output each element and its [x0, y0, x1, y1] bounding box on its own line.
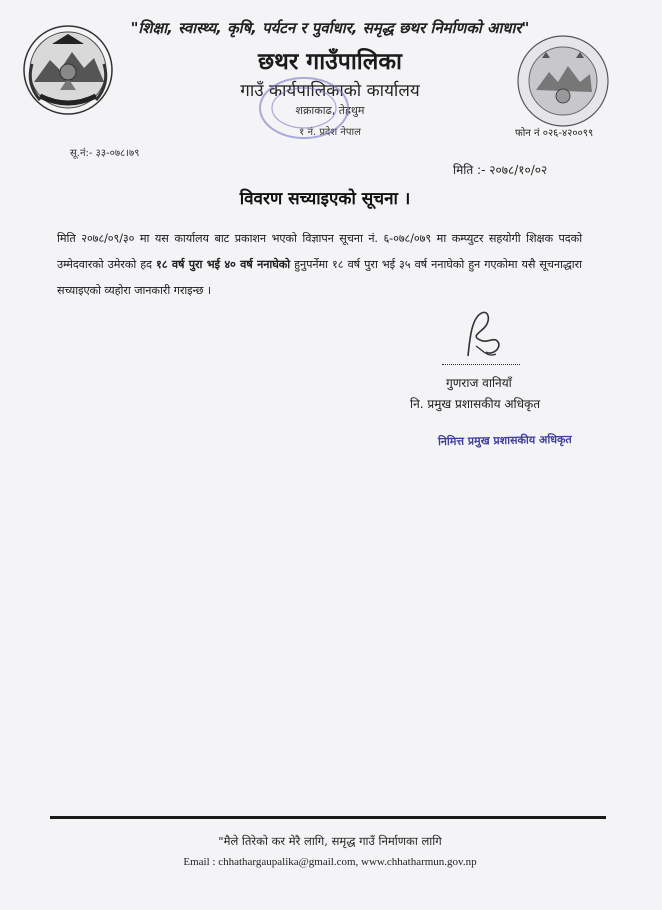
issue-date: मिति :- २०७८/१०/०२	[453, 163, 548, 177]
office-address: शक्राकाढ, तेह्रथुम	[295, 104, 365, 117]
footer-divider	[50, 816, 606, 819]
notice-title: विवरण सच्याइएको सूचना ।	[239, 189, 411, 209]
signature-dotted-line	[442, 364, 520, 365]
notice-body-part2: हुनुपर्नेमा १८ वर्ष पुरा भई ३५ वर्ष ननाघेको हुन गएकोमा यसै सूचनाद्धारा सच्याइएको व्यहोरा जानकारी गराइन्छ ।	[57, 258, 582, 297]
nepal-emblem-logo	[22, 24, 114, 116]
signer-name: गुणराज वानियाँ	[446, 376, 512, 390]
organization-name: छथर गाउँपालिका	[258, 49, 402, 75]
header-slogan: "शिक्षा, स्वास्थ्य, कृषि, पर्यटन र पुर्वाधार, समृद्ध छथर निर्माणको आधार"	[130, 19, 530, 37]
footer-contact: Email : chhathargaupalika@gmail.com, www.chhatharmun.gov.np	[183, 856, 477, 868]
notice-body	[57, 226, 582, 304]
notice-body-part1: मिति २०७८/०९/३० मा यस कार्यालय बाट प्रकाशन भएको विज्ञापन सूचना नं. ६-०७८/०७९ मा कम्प्युटर सहयोगी शिक्षक पदको उम्मेदवारको उमेरको हद	[57, 232, 582, 271]
municipality-seal-logo	[516, 34, 610, 128]
office-name: गाउँ कार्यपालिकाको कार्यालय	[240, 81, 420, 101]
handwritten-signature	[458, 306, 508, 364]
office-round-stamp	[256, 74, 352, 142]
footer-slogan: "मैले तिरेको कर मेरै लागि, समृद्ध गाउँ निर्माणका लागि	[218, 834, 442, 848]
reference-number: सू.नं:- ३३-०७८।७९	[70, 148, 140, 159]
province-line: १ नं. प्रदेश नेपाल	[299, 127, 361, 138]
acting-officer-stamp: निमित्त प्रमुख प्रशासकीय अधिकृत	[437, 432, 572, 449]
notice-body-bold: १८ वर्ष पुरा भई ४० वर्ष ननाघेको	[155, 258, 291, 271]
signer-title: नि. प्रमुख प्रशासकीय अधिकृत	[410, 397, 541, 411]
phone-number: फोन नं ०२६-४२००९९	[515, 128, 594, 139]
